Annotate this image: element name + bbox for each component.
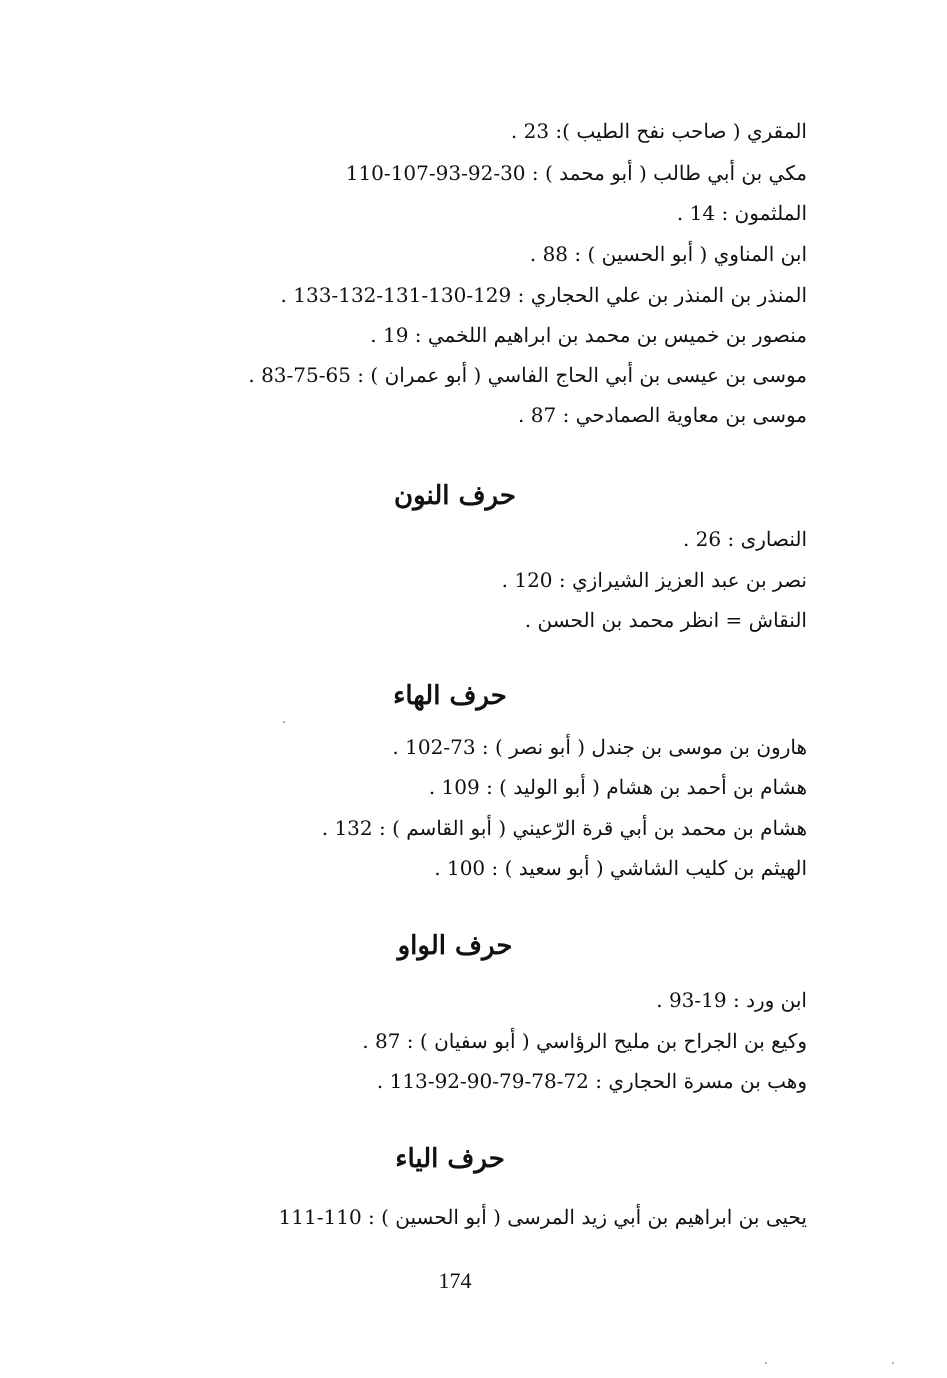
index-entry: النصارى : 26 . [682, 527, 807, 551]
index-entry: المنذر بن المنذر بن علي الحجاري : 129-130-131-132-133 . [280, 283, 807, 307]
index-entry: هارون بن موسى بن جندل ( أبو نصر ) : 73-102 . [392, 735, 807, 759]
index-entry: موسى بن عيسى بن أبي الحاج الفاسي ( أبو عمران ) : 65-75-83 . [248, 363, 807, 387]
index-entry: هشام بن أحمد بن هشام ( أبو الوليد ) : 109 . [428, 775, 807, 799]
index-entry: ابن ورد : 19-93 . [656, 988, 807, 1012]
scan-speck [892, 1362, 894, 1364]
index-entry: الهيثم بن كليب الشاشي ( أبو سعيد ) : 100 . [434, 856, 807, 880]
scan-speck [283, 721, 285, 723]
section-heading-waw: حرف الواو [397, 931, 513, 961]
index-entry: نصر بن عبد العزيز الشيرازي : 120 . [501, 568, 807, 592]
section-heading-ha: حرف الهاء [393, 681, 507, 711]
index-entry: يحيى بن ابراهيم بن أبي زيد المرسى ( أبو الحسين ) : 110-111 [278, 1205, 807, 1229]
index-entry: النقاش = انظر محمد بن الحسن . [524, 608, 807, 632]
section-heading-nun: حرف النون [394, 481, 516, 511]
section-heading-ya: حرف الياء [395, 1144, 505, 1174]
index-entry: ابن المناوي ( أبو الحسين ) : 88 . [529, 242, 807, 266]
index-entry: المقري ( صاحب نفح الطيب ): 23 . [510, 119, 807, 143]
index-entry: هشام بن محمد بن أبي قرة الرّعيني ( أبو القاسم ) : 132 . [321, 816, 807, 840]
index-entry: منصور بن خميس بن محمد بن ابراهيم اللخمي : 19 . [370, 323, 807, 347]
index-entry: موسى بن معاوية الصمادحي : 87 . [518, 403, 807, 427]
index-entry: وهب بن مسرة الحجاري : 72-78-79-90-92-113 . [376, 1069, 807, 1093]
scan-speck [765, 1362, 767, 1364]
index-entry: الملثمون : 14 . [676, 201, 807, 225]
index-entry: وكيع بن الجراح بن مليح الرؤاسي ( أبو سفيان ) : 87 . [362, 1029, 807, 1053]
index-entry: مكي بن أبي طالب ( أبو محمد ) : 30-92-93-107-110 [345, 161, 807, 185]
page-number: 174 [438, 1268, 472, 1293]
